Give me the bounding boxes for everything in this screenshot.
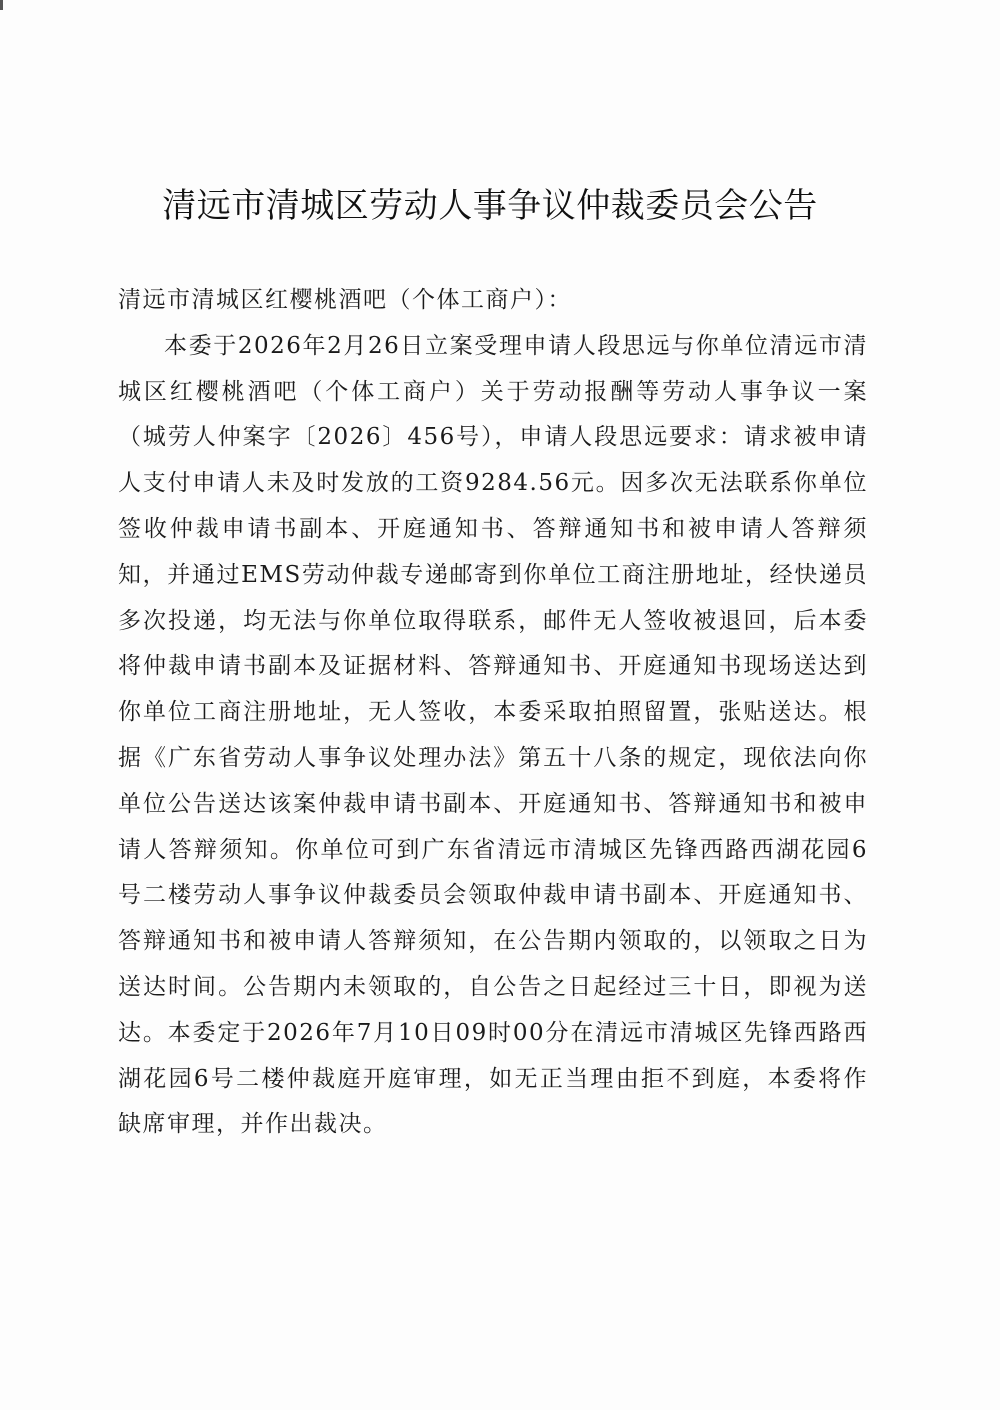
scan-edge-mark [0, 0, 3, 10]
addressee: 清远市清城区红樱桃酒吧（个体工商户）： [118, 287, 572, 313]
document-title: 清远市清城区劳动人事争议仲裁委员会公告 [162, 186, 818, 226]
notice-paragraph: 本委于2026年2月26日立案受理申请人段思远与你单位清远市清城区红樱桃酒吧（个体工商户）关于劳动报酬等劳动人事争议一案（城劳人仲案字〔2026〕456号），申请人段思远要求：请求被申请人支付申请人未及时发放的工资9284.56元。因多次无法联系你单位签收仲裁申请书副本、开庭通知书、答辩通知书和被申请人答辩须知，并通过EMS劳动仲裁专递邮寄到你单位工商注册地址，经快递员多次投递，均无法与你单位取得联系，邮件无人签收被退回，后本委将仲裁申请书副本及证据材料、答辩通知书、开庭通知书现场送达到你单位工商注册地址，无人签收，本委采取拍照留置，张贴送达。根据《广东省劳动人事争议处理办法》第五十八条的规定，现依法向你单位公告送达该案仲裁申请书副本、开庭通知书、答辩通知书和被申请人答辩须知。你单位可到广东省清远市清城区先锋西路西湖花园6号二楼劳动人事争议仲裁委员会领取仲裁申请书副本、开庭通知书、答辩通知书和被申请人答辩须知，在公告期内领取的，以领取之日为送达时间。公告期内未领取的，自公告之日起经过三十日，即视为送达。本委定于2026年7月10日09时00分在清远市清城区先锋西路西湖花园6号二楼仲裁庭开庭审理，如无正当理由拒不到庭，本委将作缺席审理，并作出裁决。 [118, 332, 868, 1138]
document-body [118, 278, 868, 1148]
